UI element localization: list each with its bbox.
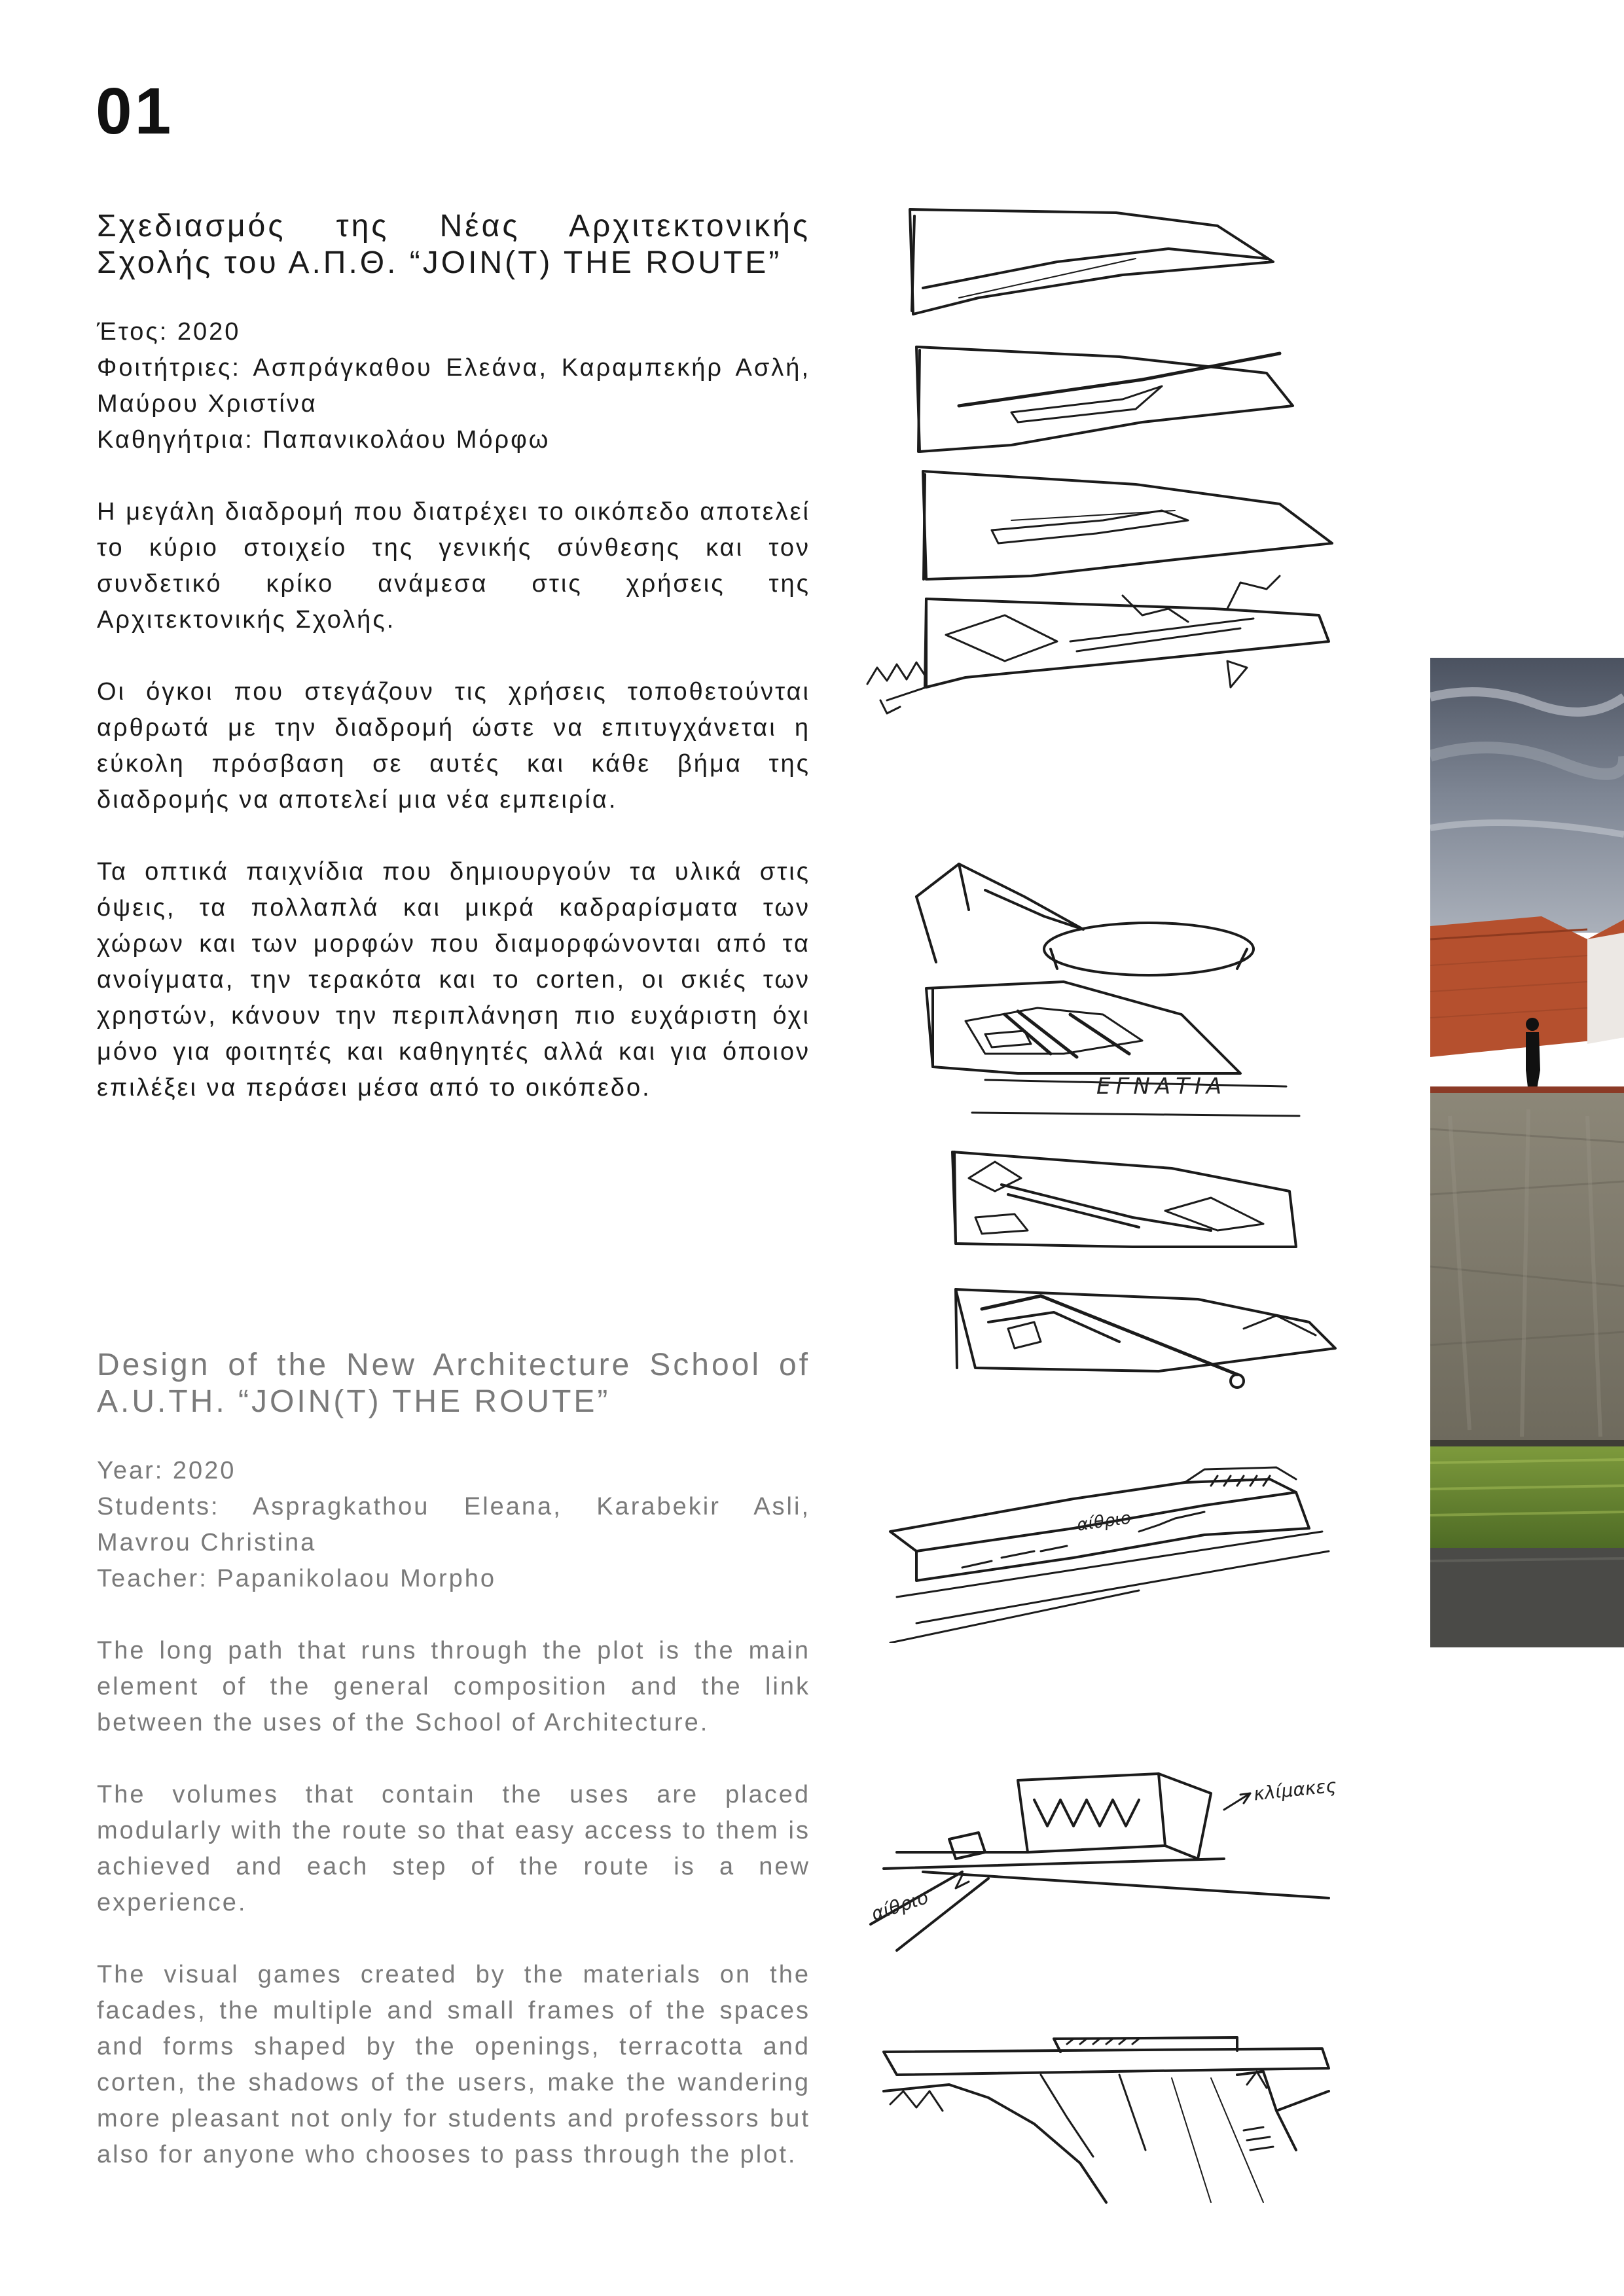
greek-year: Έτος: 2020 xyxy=(97,318,241,346)
section-sketch xyxy=(871,2013,1342,2209)
greek-paragraph: Τα οπτικά παιχνίδια που δημιουργούν τα υλικά στις όψεις, τα πολλαπλά και μικρά καδραρίσματα των χώρων και των μορφών που διαμορφώνονται από τα ανοίγματα, την τερακότα και το corten, οι σκιές των χρηστών, κάνουν την περιπλάνηση πιο ευχάριστη όχι μόνο για φοιτητές και καθηγητές αλλά και για όποιον επιλέξει να περάσει μέσα από το οικόπεδο. xyxy=(97,858,810,1102)
english-paragraph: The visual games created by the materials on the facades, the multiple and small frames of the spaces and forms shaped by the openings, terracotta and corten, the shadows of the users, make the wandering more pleasant not only for students and professors but also for anyone who chooses to pass through the plot. xyxy=(97,1961,810,2168)
english-title: Design of the New Architecture School of A.U.TH. “JOIN(T) THE ROUTE” xyxy=(97,1348,810,1419)
site-plan-sketches xyxy=(861,190,1358,733)
english-students: Students: Aspragkathou Eleana, Karabekir Asli, Mavrou Christina xyxy=(97,1493,810,1556)
english-teacher: Teacher: Papanikolaou Morpho xyxy=(97,1565,497,1592)
english-paragraph: The volumes that contain the uses are placed modularly with the route so that easy access to them is achieved and each step of the route is a new experience. xyxy=(97,1781,810,1916)
greek-title: Σχεδιασμός της Νέας Αρχιτεκτονικής Σχολής του Α.Π.Θ. “JOIN(T) THE ROUTE” xyxy=(97,209,810,280)
sketch-label-egnatia: ΕΓΝΑΤΙΑ xyxy=(1096,1073,1227,1100)
page-number: 01 xyxy=(96,75,174,148)
greek-teacher: Καθηγήτρια: Παπανικολάου Μόρφω xyxy=(97,426,550,454)
greek-text-block xyxy=(97,208,810,1106)
stair-strip-sketches xyxy=(936,1132,1342,1401)
greek-paragraph: Οι όγκοι που στεγάζουν τις χρήσεις τοποθετούνται αρθρωτά με την διαδρομή ώστε να επιτυγχάνεται η εύκολη πρόσβαση σε αυτές και κάθε βήμα της διαδρομής να αποτελεί μια νέα εμπειρία. xyxy=(97,678,810,814)
greek-paragraph: Η μεγάλη διαδρομή που διατρέχει το οικόπεδο αποτελεί το κύριο στοιχείο της γενικής σύνθεσης και τον συνδετικό κρίκο ανάμεσα στις χρήσεις της Αρχιτεκτονικής Σχολής. xyxy=(97,498,810,634)
sketch-label-stairs: κλίμακες xyxy=(1252,1774,1338,1805)
building-render-image xyxy=(1430,658,1624,1647)
sketch-label-atrium-2: αίθριο xyxy=(869,1886,931,1926)
greek-students: Φοιτήτριες: Ασπράγκαθου Ελεάνα, Καραμπεκήρ Ασλή, Μαύρου Χριστίνα xyxy=(97,354,810,418)
atrium-stairs-sketch xyxy=(857,1754,1355,1964)
atrium-building-sketch xyxy=(877,1460,1335,1643)
english-text-block xyxy=(97,1347,810,2173)
english-paragraph: The long path that runs through the plot is the main element of the general composition and the link between the uses of the School of Architecture. xyxy=(97,1637,810,1736)
english-year: Year: 2020 xyxy=(97,1457,236,1484)
perspective-sketch-egnatia xyxy=(907,857,1312,1132)
sketch-label-atrium: αίθριο xyxy=(1075,1508,1132,1535)
